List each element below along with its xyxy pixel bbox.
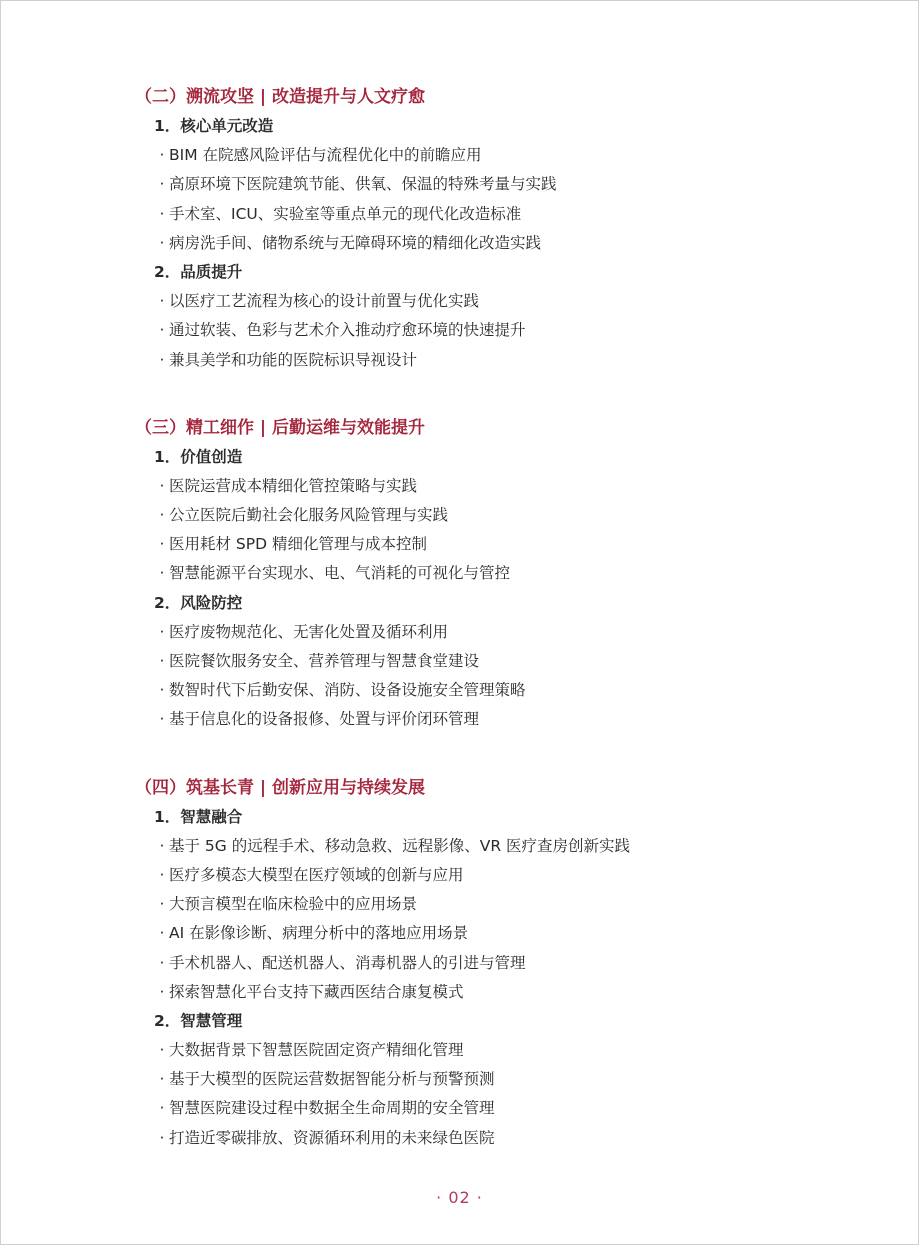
list-item — [135, 229, 855, 258]
list-item-text: 兼具美学和功能的医院标识导视设计 — [169, 350, 418, 369]
list-item — [135, 676, 855, 705]
section — [135, 774, 855, 1153]
bullet-icon: · — [159, 924, 165, 943]
list-item — [135, 472, 855, 501]
bullet-icon: · — [159, 233, 165, 252]
list-item — [135, 1065, 855, 1094]
list-item-text: 基于信息化的设备报修、处置与评价闭环管理 — [169, 710, 480, 729]
list-item-text: 医疗废物规范化、无害化处置及循环利用 — [169, 622, 449, 641]
list-item — [135, 890, 855, 919]
bullet-icon: · — [159, 476, 165, 495]
list-item-text: 探索智慧化平台支持下藏西医结合康复模式 — [169, 982, 464, 1001]
list-item-text: 医院运营成本精细化管控策略与实践 — [169, 476, 418, 495]
list-item-text: 大预言模型在临床检验中的应用场景 — [169, 895, 418, 914]
subsection-title: 2．智慧管理 — [154, 1011, 243, 1030]
list-item-text: 医疗多模态大模型在医疗领域的创新与应用 — [169, 865, 464, 884]
list-item — [135, 1094, 855, 1123]
bullet-icon: · — [159, 535, 165, 554]
list-item — [135, 346, 855, 375]
list-item — [135, 919, 855, 948]
list-item-text: 医用耗材 SPD 精细化管理与成本控制 — [169, 535, 427, 554]
bullet-icon: · — [159, 564, 165, 583]
list-item-text: 基于 5G 的远程手术、移动急救、远程影像、VR 医疗查房创新实践 — [169, 836, 631, 855]
section-title: （三）精工细作 | 后勤运维与效能提升 — [135, 417, 426, 438]
bullet-icon: · — [159, 1099, 165, 1118]
bullet-icon: · — [159, 350, 165, 369]
bullet-icon: · — [159, 622, 165, 641]
list-item — [135, 200, 855, 229]
bullet-icon: · — [159, 865, 165, 884]
bullet-icon: · — [159, 146, 165, 165]
list-item — [135, 530, 855, 559]
list-item — [135, 618, 855, 647]
list-item-text: 公立医院后勤社会化服务风险管理与实践 — [169, 506, 449, 525]
list-item — [135, 978, 855, 1007]
list-item — [135, 170, 855, 199]
bullet-icon: · — [159, 321, 165, 340]
list-item — [135, 1124, 855, 1153]
subsection-title: 1．智慧融合 — [154, 807, 243, 826]
list-item — [135, 647, 855, 676]
list-item-text: 以医疗工艺流程为核心的设计前置与优化实践 — [169, 292, 480, 311]
list-item — [135, 705, 855, 734]
list-item — [135, 949, 855, 978]
list-item-text: 高原环境下医院建筑节能、供氧、保温的特殊考量与实践 — [169, 175, 557, 194]
bullet-icon: · — [159, 710, 165, 729]
list-item — [135, 1036, 855, 1065]
bullet-icon: · — [159, 681, 165, 700]
bullet-icon: · — [159, 953, 165, 972]
bullet-icon: · — [159, 982, 165, 1001]
bullet-icon: · — [159, 292, 165, 311]
list-item-text: 手术室、ICU、实验室等重点单元的现代化改造标准 — [169, 204, 522, 223]
list-item-text: 打造近零碳排放、资源循环利用的未来绿色医院 — [169, 1128, 495, 1147]
page-number: · 02 · — [436, 1188, 483, 1207]
list-item-text: AI 在影像诊断、病理分析中的落地应用场景 — [169, 924, 469, 943]
bullet-icon: · — [159, 175, 165, 194]
list-item-text: 手术机器人、配送机器人、消毒机器人的引进与管理 — [169, 953, 526, 972]
bullet-icon: · — [159, 204, 165, 223]
bullet-icon: · — [159, 1070, 165, 1089]
list-item — [135, 501, 855, 530]
list-item-text: 基于大模型的医院运营数据智能分析与预警预测 — [169, 1070, 495, 1089]
list-item-text: 智慧医院建设过程中数据全生命周期的安全管理 — [169, 1099, 495, 1118]
list-item — [135, 316, 855, 345]
subsection-title: 2．风险防控 — [154, 593, 243, 612]
list-item-text: BIM 在院感风险评估与流程优化中的前瞻应用 — [169, 146, 482, 165]
document-content — [135, 83, 855, 1153]
bullet-icon: · — [159, 1128, 165, 1147]
subsection-title: 1．核心单元改造 — [154, 117, 274, 135]
section-title: （四）筑基长青 | 创新应用与持续发展 — [135, 777, 426, 798]
list-item-text: 大数据背景下智慧医院固定资产精细化管理 — [169, 1041, 464, 1060]
list-item-text: 病房洗手间、储物系统与无障碍环境的精细化改造实践 — [169, 233, 542, 252]
subsection-title: 1．价值创造 — [154, 447, 243, 466]
list-item — [135, 559, 855, 588]
section — [135, 414, 855, 735]
list-item-text: 医院餐饮服务安全、营养管理与智慧食堂建设 — [169, 652, 480, 670]
bullet-icon: · — [159, 836, 165, 855]
list-item-text: 数智时代下后勤安保、消防、设备设施安全管理策略 — [169, 681, 526, 700]
section-title: （二）溯流攻坚 | 改造提升与人文疗愈 — [135, 87, 426, 107]
list-item-text: 智慧能源平台实现水、电、气消耗的可视化与管控 — [169, 564, 511, 583]
bullet-icon: · — [159, 506, 165, 525]
list-item — [135, 832, 855, 861]
bullet-icon: · — [159, 652, 165, 670]
list-item — [135, 287, 855, 316]
bullet-icon: · — [159, 1041, 165, 1060]
list-item-text: 通过软装、色彩与艺术介入推动疗愈环境的快速提升 — [169, 321, 526, 340]
section — [135, 83, 855, 375]
subsection-title: 2．品质提升 — [154, 262, 243, 281]
list-item — [135, 861, 855, 890]
list-item — [135, 141, 855, 170]
bullet-icon: · — [159, 895, 165, 914]
